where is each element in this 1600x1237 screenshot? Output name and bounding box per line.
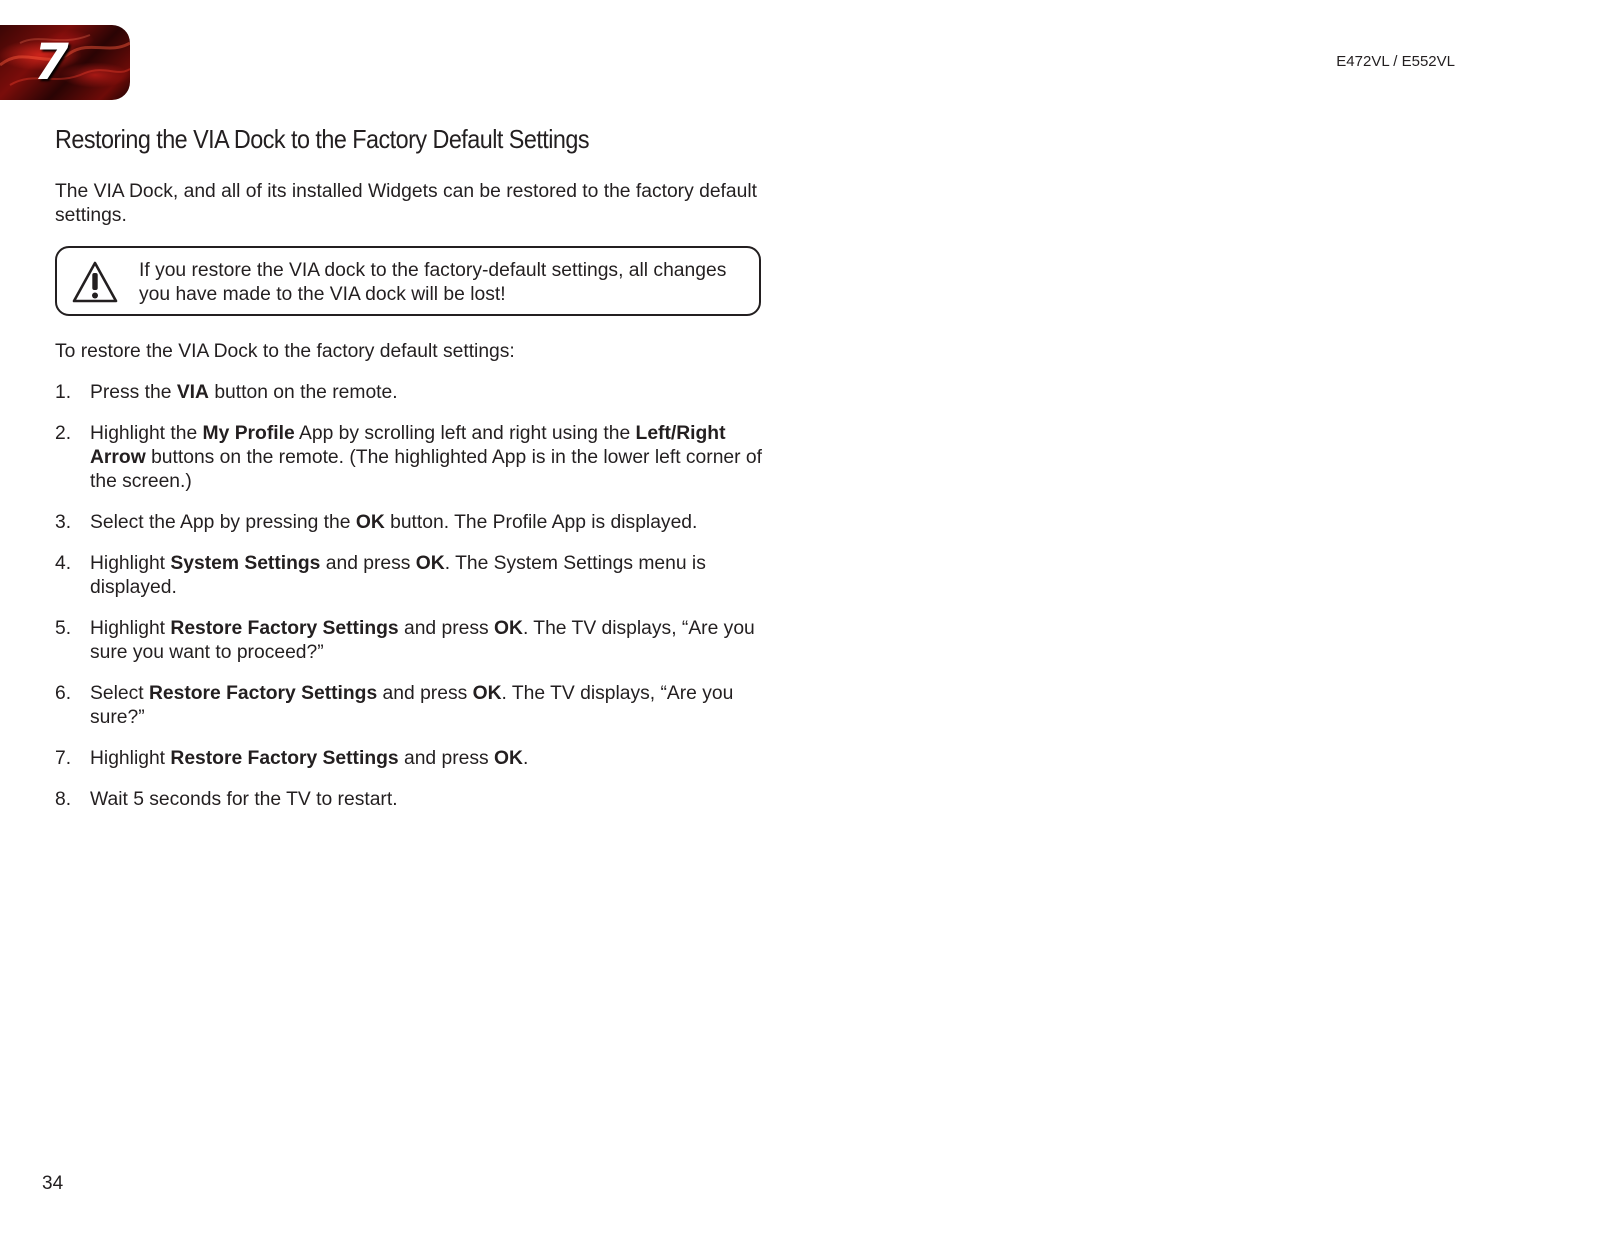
step-number: 8. xyxy=(55,789,72,810)
step-item xyxy=(55,617,767,665)
step-text xyxy=(90,618,755,663)
step-emphasis: Left/Right Arrow xyxy=(90,423,726,468)
step-item xyxy=(55,747,767,771)
step-item xyxy=(55,511,767,535)
step-item xyxy=(55,788,767,812)
step-text-segment: Select the App by pressing the xyxy=(90,512,356,533)
step-text-segment: . The TV displays, “Are you sure?” xyxy=(90,683,734,728)
page-title: Restoring the VIA Dock to the Factory Default Settings xyxy=(55,124,590,154)
step-text-segment: . xyxy=(522,748,529,769)
step-text-segment: and press xyxy=(377,683,473,704)
step-emphasis: Restore Factory Settings xyxy=(170,618,399,639)
step-number: 3. xyxy=(55,512,72,533)
step-text-segment: and press xyxy=(320,553,416,574)
step-text xyxy=(90,553,706,598)
step-text-segment: button. The Profile App is displayed. xyxy=(384,512,698,533)
step-text xyxy=(90,382,398,403)
chapter-badge xyxy=(0,25,130,100)
steps-list xyxy=(55,381,767,812)
step-text-segment: Highlight the xyxy=(90,423,203,444)
step-text-segment: . The TV displays, “Are you sure you want to proceed?” xyxy=(90,618,755,663)
step-emphasis: Restore Factory Settings xyxy=(170,748,399,769)
step-item xyxy=(55,422,767,494)
step-text-segment: Select xyxy=(90,683,149,704)
warning-triangle-icon xyxy=(71,260,119,304)
step-text-segment: button on the remote. xyxy=(208,382,398,403)
steps-intro: To restore the VIA Dock to the factory default settings: xyxy=(55,341,515,362)
step-text-segment: Highlight xyxy=(90,553,171,574)
model-label: E472VL / E552VL xyxy=(1336,53,1455,70)
main-content xyxy=(55,180,767,829)
step-emphasis: OK xyxy=(494,748,523,769)
page-number: 34 xyxy=(42,1173,64,1194)
step-text-segment: Wait 5 seconds for the TV to restart. xyxy=(90,789,398,810)
step-text-segment: and press xyxy=(398,748,495,769)
step-number: 4. xyxy=(55,553,72,574)
chapter-number: 7 xyxy=(34,33,69,91)
step-text-segment: and press xyxy=(398,618,495,639)
step-text-segment: . The System Settings menu is displayed. xyxy=(90,553,706,598)
step-text xyxy=(90,683,733,728)
step-text xyxy=(90,512,697,533)
step-item xyxy=(55,381,767,405)
step-emphasis: Restore Factory Settings xyxy=(148,683,378,704)
step-emphasis: System Settings xyxy=(170,553,321,574)
step-number: 7. xyxy=(55,748,72,769)
step-number: 5. xyxy=(55,618,72,639)
step-item xyxy=(55,552,767,600)
step-item xyxy=(55,682,767,730)
step-emphasis: My Profile xyxy=(202,423,295,444)
step-text xyxy=(90,789,398,810)
warning-text: If you restore the VIA dock to the factory-default settings, all changes you have made to the VIA dock will be lost! xyxy=(139,260,727,305)
step-emphasis: OK xyxy=(415,553,445,574)
step-text-segment: Highlight xyxy=(90,618,171,639)
step-text-segment: Highlight xyxy=(90,748,171,769)
step-number: 2. xyxy=(55,423,72,444)
step-text xyxy=(90,748,528,769)
step-text-segment: buttons on the remote. (The highlighted App is in the lower left corner of the screen.) xyxy=(90,447,763,492)
step-text xyxy=(90,423,762,492)
step-emphasis: OK xyxy=(472,683,502,704)
warning-callout xyxy=(55,246,761,316)
step-emphasis: OK xyxy=(494,618,523,639)
step-number: 1. xyxy=(55,382,72,403)
intro-paragraph: The VIA Dock, and all of its installed Widgets can be restored to the factory default settings. xyxy=(55,181,757,226)
step-text-segment: App by scrolling left and right using the xyxy=(294,423,636,444)
step-number: 6. xyxy=(55,683,72,704)
step-text-segment: Press the xyxy=(90,382,177,403)
step-emphasis: VIA xyxy=(176,382,209,403)
step-emphasis: OK xyxy=(355,512,385,533)
